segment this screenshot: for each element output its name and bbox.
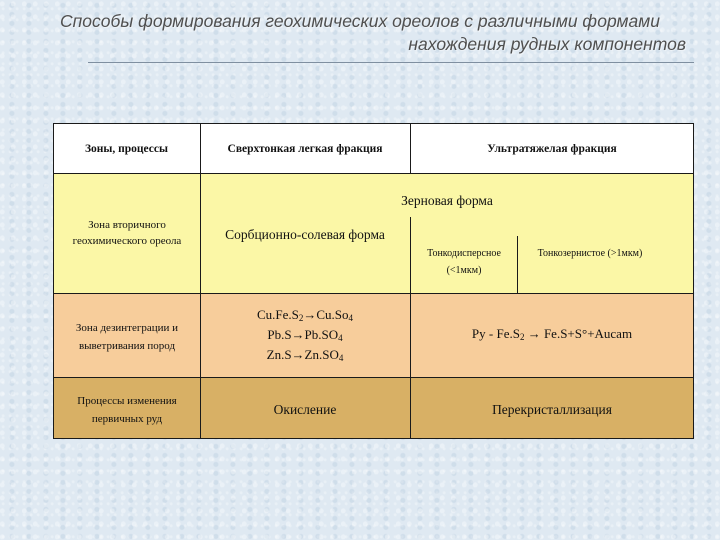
title-line-2: нахождения рудных компонентов bbox=[408, 34, 686, 54]
sorption-salt-form: Сорбционно-солевая форма bbox=[225, 227, 385, 242]
row-line-2 bbox=[53, 293, 694, 294]
header-light-fraction: Сверхтонкая легкая фракция bbox=[227, 143, 383, 155]
col-divider-1 bbox=[200, 123, 201, 439]
title-underline bbox=[88, 62, 694, 63]
recrystallization-process: Перекристаллизация bbox=[492, 402, 612, 417]
grain-form: Зерновая форма bbox=[401, 193, 493, 208]
header-zones: Зоны, процессы bbox=[84, 143, 168, 155]
header-heavy-fraction: Ультратяжелая фракция bbox=[487, 143, 617, 155]
reaction-cu: $Cu.Fe.S_2\to Cu.So_4$ bbox=[256, 307, 354, 323]
reaction-pb: $Pb.S\to Pb.SO_4$ bbox=[267, 327, 343, 343]
zone-disintegration: Зона дезинтеграции и выветривания пород bbox=[75, 322, 179, 352]
grain-subdivider bbox=[517, 236, 518, 293]
pyrite-reaction: Py - $Fe.S_2$ → Fe.S+S°+Aucam bbox=[471, 326, 633, 342]
row-line-3 bbox=[53, 377, 694, 378]
sulfide-oxidation-reactions bbox=[200, 305, 410, 365]
fine-grained: Тонкозернистое (>1мкм) bbox=[537, 248, 643, 259]
row-line-1 bbox=[53, 173, 694, 174]
zone-secondary-halo: Зона вторичного геохимического ореола bbox=[72, 219, 182, 247]
reaction-zn: $Zn.S\to Zn.SO_4$ bbox=[266, 347, 344, 363]
slide-title bbox=[60, 10, 688, 56]
fine-dispersed: Тонкодисперсное (<1мкм) bbox=[427, 248, 501, 276]
oxidation-process: Окисление bbox=[273, 402, 337, 417]
zone-primary-ore-change: Процессы изменения первичных руд bbox=[77, 395, 177, 425]
title-line-1: Способы формирования геохимических ореолов с различными формами bbox=[60, 11, 660, 31]
